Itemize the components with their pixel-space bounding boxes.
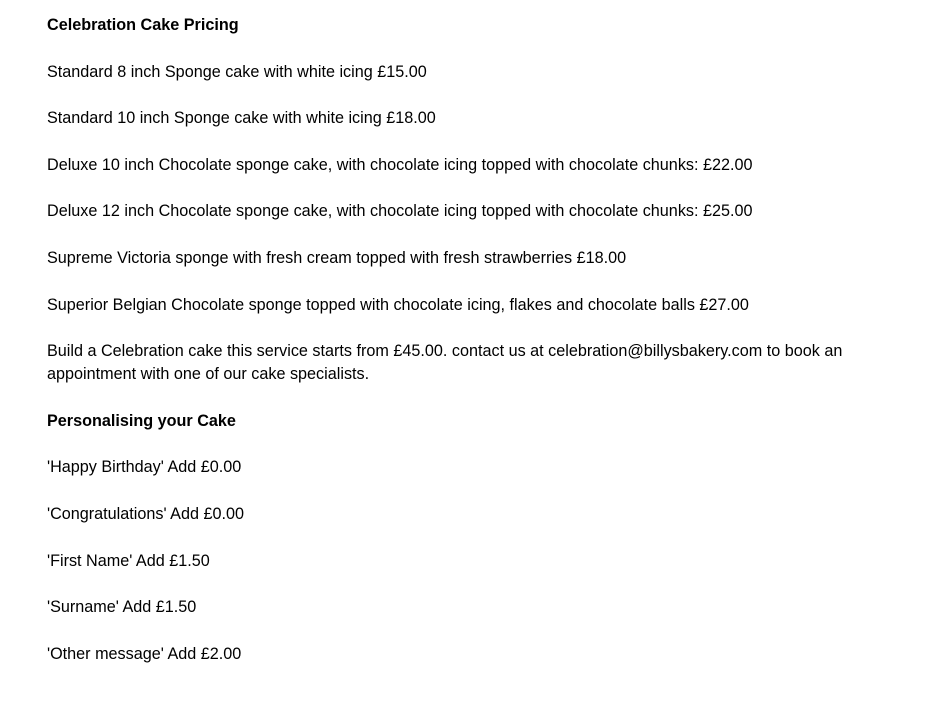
price-item-standard-10: Standard 10 inch Sponge cake with white icing £18.00 [47, 109, 436, 128]
price-item-standard-8: Standard 8 inch Sponge cake with white icing £15.00 [47, 62, 427, 81]
personalise-item-surname: 'Surname' Add £1.50 [47, 598, 197, 617]
document-page [47, 14, 927, 689]
personalise-item-first-name: 'First Name' Add £1.50 [47, 551, 210, 570]
personalise-item-other-message: 'Other message' Add £2.00 [47, 644, 242, 663]
price-item-deluxe-10: Deluxe 10 inch Chocolate sponge cake, with chocolate icing topped with chocolate chunks: £22.00 [47, 155, 753, 174]
personalise-item-happy-birthday: 'Happy Birthday' Add £0.00 [47, 458, 242, 477]
price-item-supreme-victoria: Supreme Victoria sponge with fresh cream topped with fresh strawberries £18.00 [47, 248, 627, 267]
personalising-heading: Personalising your Cake [47, 411, 236, 430]
price-item-superior-belgian: Superior Belgian Chocolate sponge topped with chocolate icing, flakes and chocolate balls £27.00 [47, 295, 749, 314]
pricing-heading: Celebration Cake Pricing [47, 16, 239, 34]
build-cake-note: Build a Celebration cake this service starts from £45.00. contact us at celebration@billysbakery.com to book an appointment with one of our cake specialists. [47, 342, 843, 384]
price-item-deluxe-12: Deluxe 12 inch Chocolate sponge cake, with chocolate icing topped with chocolate chunks: £25.00 [47, 202, 753, 221]
personalise-item-congratulations: 'Congratulations' Add £0.00 [47, 504, 244, 523]
